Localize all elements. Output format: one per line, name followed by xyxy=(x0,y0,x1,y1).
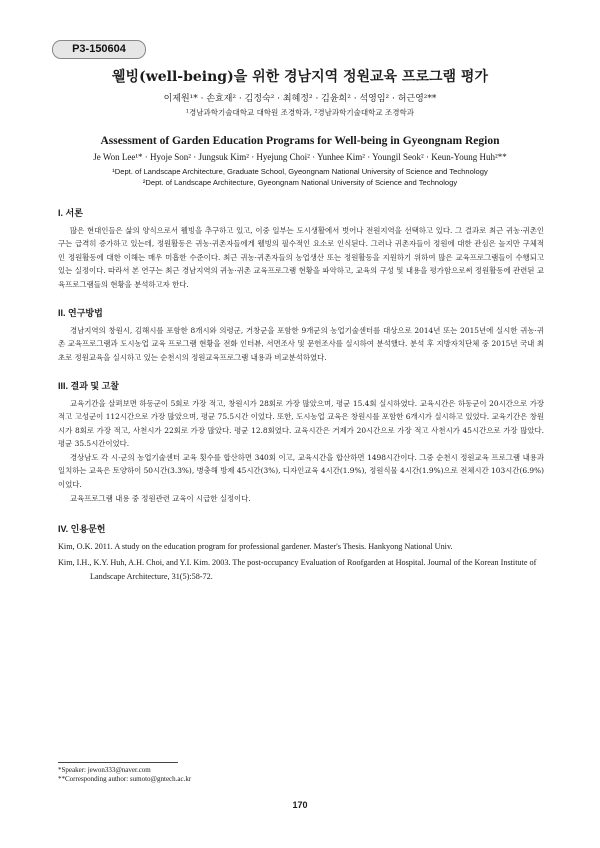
section-heading-intro: I. 서론 xyxy=(58,208,83,218)
poster-id-badge: P3-150604 xyxy=(52,40,146,59)
method-text: 경남지역의 창원시, 김해시를 포함한 8개시와 의령군, 거창군을 포함한 9개군의 농업기술센터를 대상으로 2014년 또는 2015년에 실시한 귀농·귀촌 교육프로그램과 도시농업 교육 프로그램 현황을 전화 인터뷰, 서면조사 및 문헌조사를 실시하여 분석했다. 분석 후 지방자치단체 중 2015년 국내 최초로 정원교육을 실시하고 있는 순천시의 정원교육프로그램 내용과 비교분석하였다. xyxy=(58,326,544,362)
footnote-divider xyxy=(58,762,178,763)
footnote-speaker: *Speaker: jewon333@naver.com xyxy=(58,766,151,774)
reference-item: Kim, O.K. 2011. A study on the education program for professional gardener. Master's Thesis. Hankyong National Univ. xyxy=(58,542,453,551)
affiliation-ko: ¹경남과학기술대학교 대학원 조경학과, ²경남과학기술대학교 조경학과 xyxy=(185,108,415,117)
result-text-1: 교육기간을 살펴보면 하동군이 5회로 가장 적고, 창원시가 28회로 가장 많았으며, 평균 15.4회 실시하였다. 교육시간은 하동군이 20시간으로 가장 적고 고성군이 112시간으로 가장 많았으며, 평균 75.5시간 이었다. 또한, 도시농업 교육은 창원시를 포함한 6개시가 실시하고 있었다. 교육기간은 창원시가 8회로 가장 적고, 사천시가 22회로 가장 많았다. 평균 12.8회였다. 교육시간은 거제가 20시간으로 가장 적고 사천시가 45시간으로 가장 많았다. 평균 35.5시간이었다. xyxy=(58,399,544,449)
affiliation-en-2: ²Dept. of Landscape Architecture, Gyeongnam National University of Science and Technology xyxy=(142,178,458,187)
method-paragraph xyxy=(58,324,544,364)
paper-title-ko: 웰빙(well-being)을 위한 경남지역 정원교육 프로그램 평가 xyxy=(112,69,488,85)
reference-item: Kim, I.H., K.Y. Huh, A.H. Choi, and Y.I. Kim. 2003. The post-occupancy Evaluation of Roofgarden at Hospital. Journal of the Korean Institute of Landscape Architecture, 31(5):58-72. xyxy=(58,558,537,581)
footnote-corresponding: **Corresponding author: sumoto@gntech.ac.kr xyxy=(58,775,192,783)
result-text-2: 경상남도 각 시·군의 농업기술센터 교육 횟수를 합산하면 340회 이고, 교육시간을 합산하면 1498시간이다. 그중 순천시 정원교육 프로그램 내용과 일치하는 교육은 토양하이 50시간(3.3%), 병충해 방제 45시간(3%), 디자인교육 4시간(1.9%), 정원식물 4시간(1.9%)으로 전체시간 103시간(6.9%)이었다. xyxy=(58,453,544,489)
section-heading-references: IV. 인용문헌 xyxy=(58,524,106,534)
result-paragraph-2 xyxy=(58,451,544,491)
section-heading-method: II. 연구방법 xyxy=(58,308,103,318)
result-text-3: 교육프로그램 내용 중 정원관련 교육이 시급한 실정이다. xyxy=(70,494,251,503)
authors-en: Je Won Lee¹* · Hyoje Son² · Jungsuk Kim² · Hyejung Choi² · Yunhee Kim² · Youngil Seok² · Keun-Young Huh²** xyxy=(93,152,507,162)
section-heading-result: III. 결과 및 고찰 xyxy=(58,381,119,391)
affiliation-en-1: ¹Dept. of Landscape Architecture, Graduate School, Gyeongnam National University of Science and Technology xyxy=(112,167,488,176)
intro-paragraph xyxy=(58,224,544,291)
result-paragraph-3 xyxy=(58,492,544,505)
result-paragraph-1 xyxy=(58,397,544,451)
authors-ko: 이제원¹* · 손효재² · 김정숙² · 최혜정² · 김윤희² · 석영임² · 허근영²** xyxy=(163,94,437,104)
page-number: 170 xyxy=(292,800,308,810)
intro-text: 많은 현대인들은 삶의 양식으로서 웰빙을 추구하고 있고, 이중 일부는 도시생활에서 벗어나 전원지역을 선택하고 있다. 그 결과로 최근 귀농·귀촌인구는 급격히 증가하고 있는데, 정원활동은 귀농·귀촌자들에게 웰빙의 필수적인 요소로 인식된다. 그러나 귀촌자들이 정원에 대한 관심은 높지만 구체적인 정원활동에 대한 이해는 매우 미흡한 수준이다. 최근 귀농·귀촌자들의 농업생산 또는 정원활동을 지원하기 위하여 많은 교육프로그램들이 수행되고 있는 실정이다. 따라서 본 연구는 최근 경남지역의 귀농·귀촌 교육프로그램 현황을 파악하고, 교육의 구성 및 내용을 평가함으로써 정원활동에 관련된 교육프로그램들의 현황을 분석하고자 한다. xyxy=(58,226,544,289)
paper-title-en: Assessment of Garden Education Programs for Well-being in Gyeongnam Region xyxy=(100,135,500,147)
